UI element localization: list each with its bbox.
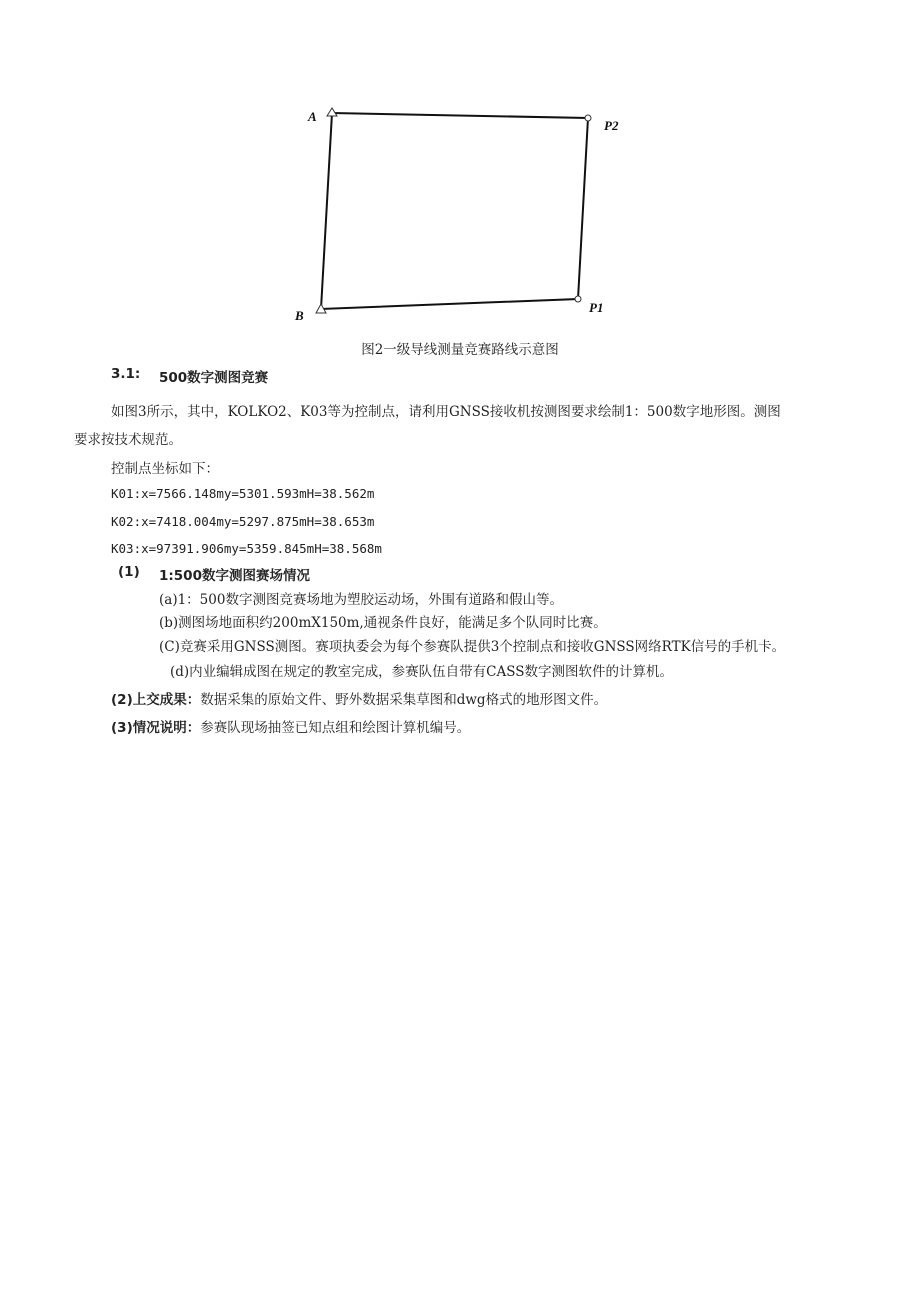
point-p1-label: P1 — [589, 300, 604, 315]
control-point-k01: K01:x=7566.148my=5301.593mH=38.562m — [111, 486, 375, 501]
control-point-k02: K02:x=7418.004my=5297.875mH=38.653m — [111, 514, 375, 529]
intro-line-1: 如图3所示，其中，KOLKO2、K03等为控制点，请利用GNSS接收机按测图要求绘制1：500数字地形图。测图 — [111, 404, 781, 420]
figure-caption: 图2一级导线测量竞赛路线示意图 — [361, 342, 559, 358]
point-a-marker — [327, 108, 337, 116]
traverse-route — [321, 113, 588, 309]
point-b-label: B — [295, 308, 304, 323]
item-1-sub-b: (b)测图场地面积约200mX150m,通视条件良好，能满足多个队同时比赛。 — [159, 615, 607, 631]
item-1-sub-d: (d)内业编辑成图在规定的教室完成，参赛队伍自带有CASS数字测图软件的计算机。 — [170, 664, 674, 680]
traverse-diagram-svg — [290, 100, 630, 330]
item-2-text: 数据采集的原始文件、野外数据采集草图和dwg格式的地形图文件。 — [200, 692, 608, 708]
item-1-title: 1:500数字测图赛场情况 — [159, 568, 310, 584]
point-p2-label: P2 — [604, 118, 619, 133]
control-points-heading: 控制点坐标如下： — [111, 461, 219, 477]
item-3-text: 参赛队现场抽签已知点组和绘图计算机编号。 — [200, 720, 471, 736]
section-title: 500数字测图竞赛 — [159, 370, 269, 386]
traverse-diagram — [290, 100, 630, 330]
control-point-k03: K03:x=97391.906my=5359.845mH=38.568m — [111, 541, 382, 556]
item-3 — [111, 716, 470, 736]
point-p2-marker — [585, 115, 591, 121]
item-2 — [111, 688, 607, 708]
intro-line-2: 要求按技术规范。 — [74, 432, 182, 448]
section-number: 3.1: — [111, 366, 141, 382]
item-1-sub-a: (a)1：500数字测图竞赛场地为塑胶运动场，外围有道路和假山等。 — [159, 592, 563, 608]
point-p1-marker — [575, 296, 581, 302]
item-2-label: (2)上交成果： — [111, 692, 201, 708]
item-3-label: (3)情况说明： — [111, 720, 201, 736]
item-1-sub-c: (C)竞赛采用GNSS测图。赛项执委会为每个参赛队提供3个控制点和接收GNSS网络RTK信号的手机卡。 — [159, 639, 786, 655]
point-a-label: A — [308, 109, 317, 124]
item-1-number: (1) — [118, 564, 140, 580]
